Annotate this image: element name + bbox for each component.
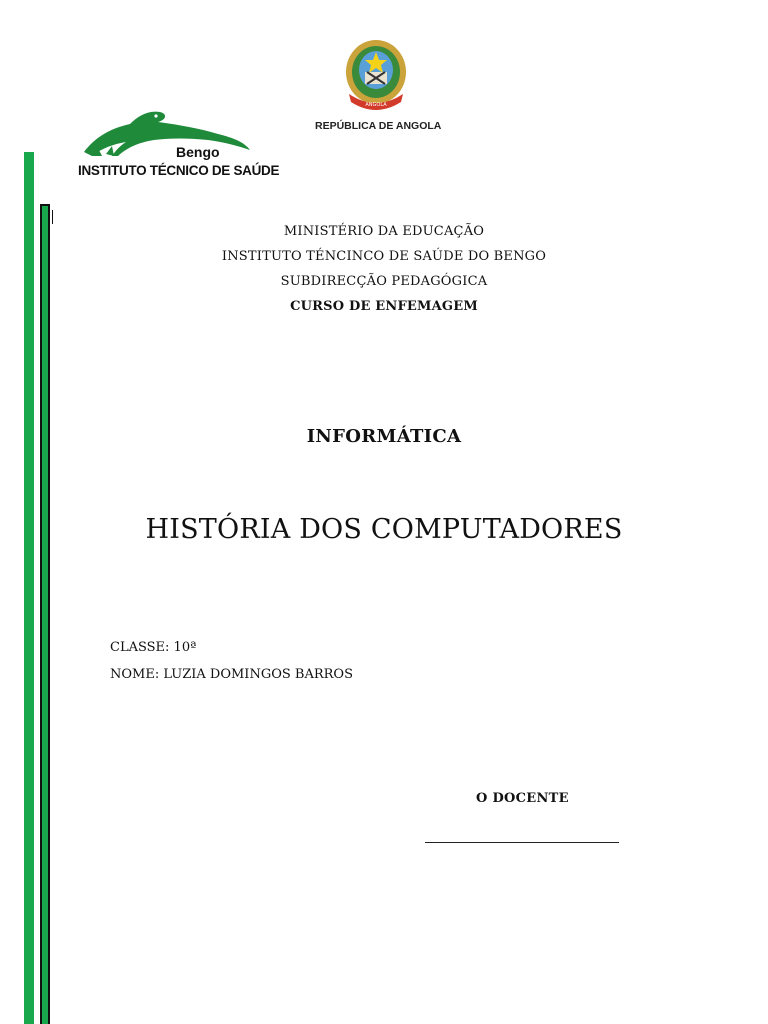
header-ministry: MINISTÉRIO DA EDUCAÇÃO [283, 224, 485, 239]
student-info [110, 634, 353, 688]
header-subdirection: SUBDIRECÇÃO PEDAGÓGICA [280, 274, 488, 289]
document-title: HISTÓRIA DOS COMPUTADORES [145, 514, 623, 545]
logo-brand-word: Bengo [176, 144, 220, 160]
institute-logo [78, 106, 280, 182]
header-institute: INSTITUTO TÉNCINCO DE SAÚDE DO BENGO [221, 249, 547, 264]
student-name: NOME: LUZIA DOMINGOS BARROS [110, 667, 353, 682]
teacher-label: O DOCENTE [476, 791, 569, 806]
coat-of-arms-icon [341, 38, 411, 118]
left-border-inner-green-bar [42, 206, 48, 1024]
crocodile-logo-icon [78, 106, 254, 162]
emblem-ribbon-text: ANGOLA [365, 102, 387, 108]
angola-coat-of-arms [315, 38, 442, 138]
document-header [0, 219, 768, 319]
subject-heading: INFORMÁTICA [306, 426, 462, 447]
signature-line [425, 842, 619, 843]
emblem-caption: REPÚBLICA DE ANGOLA [315, 120, 442, 132]
student-class: CLASSE: 10ª [110, 640, 197, 655]
logo-institute-name: INSTITUTO TÉCNICO DE SAÚDE [78, 163, 280, 178]
header-course: CURSO DE ENFEMAGEM [290, 299, 478, 314]
